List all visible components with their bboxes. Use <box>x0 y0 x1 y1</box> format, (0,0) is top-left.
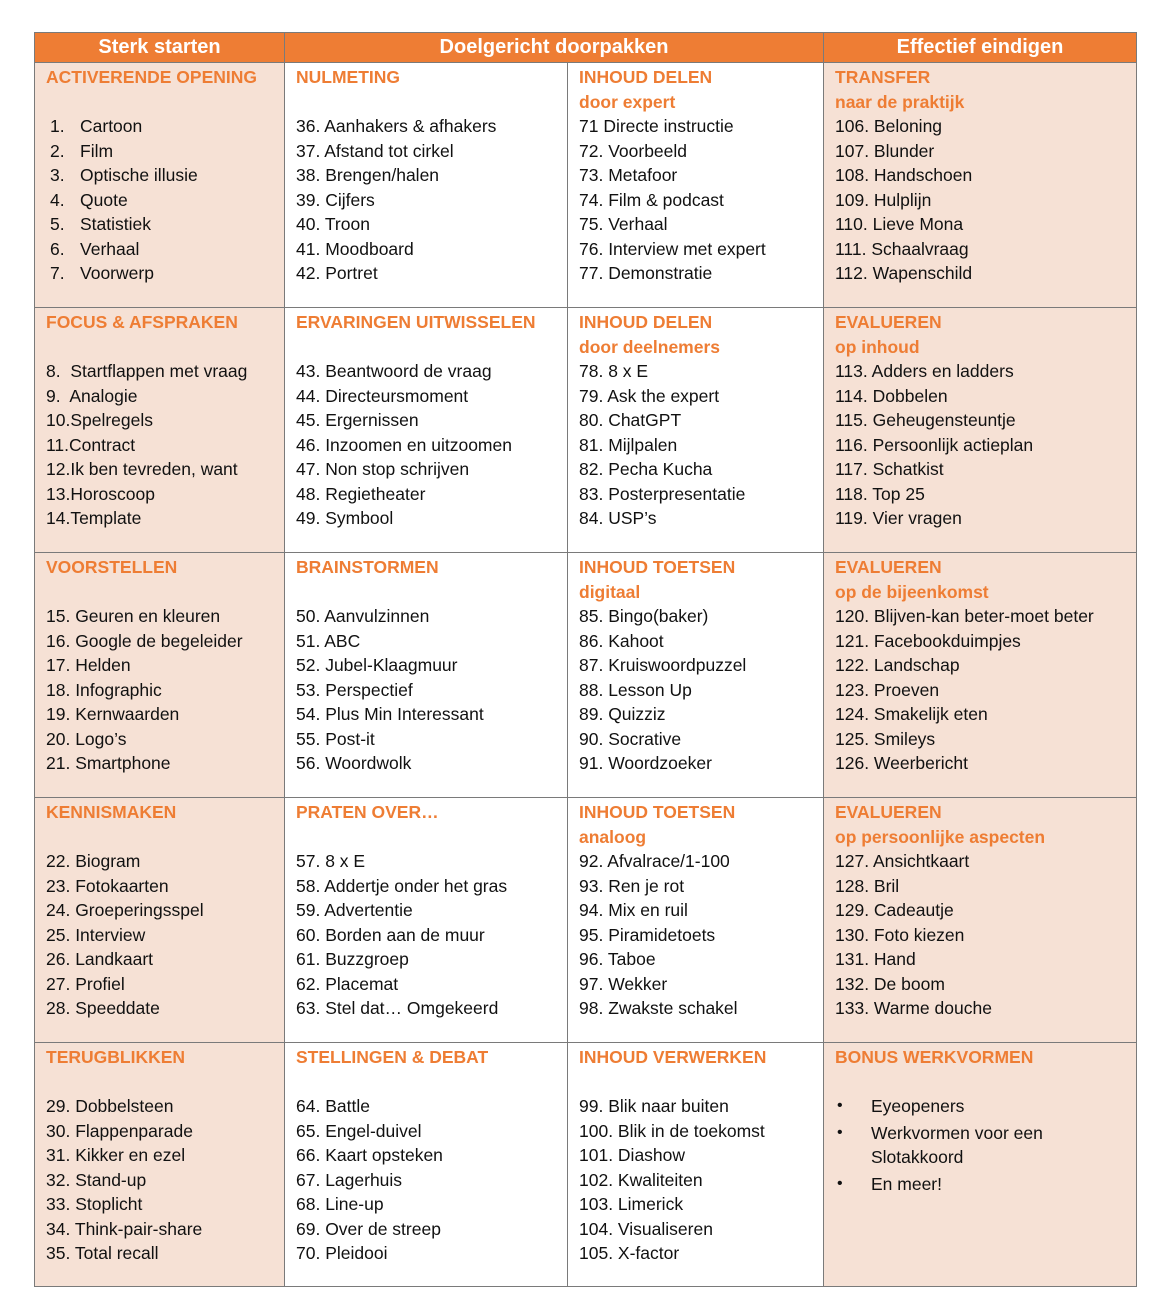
list-item: 96. Taboe <box>579 949 656 969</box>
list-item: 46. Inzoomen en uitzoomen <box>296 434 512 455</box>
list-item: 107. Blunder <box>835 140 935 161</box>
list-item: 131. Hand <box>835 949 916 969</box>
list-item: 29. Dobbelsteen <box>46 1096 174 1116</box>
list-item-label: Optische illusie <box>80 165 198 185</box>
bonus-list <box>835 1094 1130 1196</box>
list-item: 108. Handschoen <box>835 165 973 185</box>
list-item: 87. Kruiswoordpuzzel <box>579 655 747 675</box>
category-title: ERVARINGEN UITWISSELEN <box>296 312 536 332</box>
category-title: INHOUD DELEN <box>579 312 713 332</box>
list-item-label: Verhaal <box>80 238 140 259</box>
list-item: 75. Verhaal <box>579 214 668 234</box>
list-item: 77. Demonstratie <box>579 263 713 283</box>
list-item: 43. Beantwoord de vraag <box>296 361 492 381</box>
list-item: 51. ABC <box>296 630 361 651</box>
category-title: EVALUEREN <box>835 557 942 577</box>
list-item: 121. Facebookduimpjes <box>835 630 1021 651</box>
category-title: PRATEN OVER… <box>296 802 439 822</box>
category-cell <box>568 553 824 798</box>
list-item: 39. Cijfers <box>296 189 375 210</box>
category-title: BONUS WERKVORMEN <box>835 1047 1034 1067</box>
category-cell <box>35 308 285 553</box>
list-item: 102. Kwaliteiten <box>579 1169 703 1190</box>
list-item: 56. Woordwolk <box>296 753 412 773</box>
category-subtitle <box>296 1070 561 1095</box>
list-item: 58. Addertje onder het gras <box>296 875 508 896</box>
item-number: 1. <box>50 116 65 136</box>
list-item: 79. Ask the expert <box>579 385 720 406</box>
list-item: 117. Schatkist <box>835 459 944 479</box>
category-subtitle <box>46 1070 278 1095</box>
list-item: 16. Google de begeleider <box>46 630 243 651</box>
list-item: 98. Zwakste schakel <box>579 998 738 1018</box>
category-cell <box>285 63 568 308</box>
category-cell <box>568 63 824 308</box>
category-subtitle: op persoonlijke aspecten <box>835 826 1046 847</box>
list-item-label: Quote <box>80 189 128 210</box>
list-item <box>837 1094 1130 1119</box>
list-item: 50. Aanvulzinnen <box>296 606 430 626</box>
list-item: 15. Geuren en kleuren <box>46 606 221 626</box>
list-item: 126. Weerbericht <box>835 753 968 773</box>
list-item: 103. Limerick <box>579 1194 684 1214</box>
list-item: 47. Non stop schrijven <box>296 459 470 479</box>
list-item-label: Werkvormen voor een Slotakkoord <box>871 1122 1043 1167</box>
list-item: 22. Biogram <box>46 851 141 871</box>
category-subtitle <box>579 1070 817 1095</box>
list-item: 123. Proeven <box>835 679 940 700</box>
werkvorm-list <box>46 604 278 776</box>
list-item: 112. Wapenschild <box>835 263 973 283</box>
bullet-icon: • <box>837 1097 843 1114</box>
category-subtitle <box>835 1070 1130 1095</box>
list-item: 13.Horoscoop <box>46 483 155 504</box>
list-item: 89. Quizziz <box>579 704 666 724</box>
list-item: 78. 8 x E <box>579 361 649 381</box>
list-item: 62. Placemat <box>296 973 399 994</box>
category-title: INHOUD TOETSEN <box>579 557 736 577</box>
list-item: 35. Total recall <box>46 1243 159 1263</box>
list-item: 113. Adders en ladders <box>835 361 1014 381</box>
category-cell <box>824 553 1137 798</box>
list-item: 68. Line-up <box>296 1194 384 1214</box>
category-title: EVALUEREN <box>835 312 942 332</box>
item-number: 5. <box>50 214 65 234</box>
list-item <box>46 163 278 188</box>
category-cell <box>568 1043 824 1287</box>
werkvorm-list <box>835 604 1130 776</box>
table-row <box>35 63 1137 308</box>
category-title: VOORSTELLEN <box>46 557 178 577</box>
category-title: NULMETING <box>296 67 401 87</box>
list-item: 32. Stand-up <box>46 1169 147 1190</box>
list-item: 49. Symbool <box>296 508 394 528</box>
list-item: 54. Plus Min Interessant <box>296 704 484 724</box>
category-subtitle: door deelnemers <box>579 336 721 357</box>
list-item: 10.Spelregels <box>46 410 154 430</box>
category-cell <box>285 308 568 553</box>
list-item: 124. Smakelijk eten <box>835 704 988 724</box>
list-item: 27. Profiel <box>46 973 125 994</box>
list-item: 53. Perspectief <box>296 679 413 700</box>
list-item: 133. Warme douche <box>835 998 992 1018</box>
list-item <box>46 212 278 237</box>
list-item: 73. Metafoor <box>579 165 678 185</box>
list-item: 132. De boom <box>835 973 945 994</box>
category-title: INHOUD VERWERKEN <box>579 1047 767 1067</box>
list-item: 105. X-factor <box>579 1243 680 1263</box>
list-item: 128. Bril <box>835 875 900 896</box>
list-item: 55. Post-it <box>296 728 375 749</box>
category-title: STELLINGEN & DEBAT <box>296 1047 489 1067</box>
werkvormen-grid <box>34 32 1137 1287</box>
item-number: 2. <box>50 140 65 161</box>
list-item: 110. Lieve Mona <box>835 214 964 234</box>
category-title: TRANSFER <box>835 67 931 87</box>
werkvorm-list <box>835 114 1130 286</box>
werkvorm-list <box>296 359 561 531</box>
list-item: 104. Visualiseren <box>579 1218 713 1239</box>
category-subtitle <box>296 580 561 605</box>
list-item: 59. Advertentie <box>296 900 413 920</box>
list-item: 116. Persoonlijk actieplan <box>835 434 1034 455</box>
list-item: 20. Logo’s <box>46 728 127 749</box>
list-item: 83. Posterpresentatie <box>579 483 746 504</box>
werkvorm-list <box>579 114 817 286</box>
list-item: 120. Blijven-kan beter-moet beter <box>835 606 1094 626</box>
list-item: 84. USP’s <box>579 508 657 528</box>
list-item: 97. Wekker <box>579 973 668 994</box>
column-header: Sterk starten <box>35 33 285 63</box>
column-header: Effectief eindigen <box>824 33 1137 63</box>
list-item: 86. Kahoot <box>579 630 664 651</box>
list-item: 64. Battle <box>296 1096 370 1116</box>
list-item: 114. Dobbelen <box>835 385 948 406</box>
werkvorm-list <box>46 359 278 531</box>
category-cell <box>824 798 1137 1043</box>
category-title: TERUGBLIKKEN <box>46 1047 186 1067</box>
category-cell <box>285 798 568 1043</box>
list-item: 125. Smileys <box>835 728 936 749</box>
list-item: 122. Landschap <box>835 655 960 675</box>
werkvorm-list <box>835 849 1130 1021</box>
werkvorm-list <box>579 1094 817 1266</box>
list-item: 42. Portret <box>296 263 378 283</box>
list-item <box>46 261 278 286</box>
list-item: 92. Afvalrace/1-100 <box>579 851 730 871</box>
list-item: 12.Ik ben tevreden, want <box>46 459 238 479</box>
item-number: 7. <box>50 263 65 283</box>
list-item: 28. Speeddate <box>46 998 160 1018</box>
category-cell <box>568 798 824 1043</box>
werkvormen-table <box>34 32 1136 1288</box>
list-item-label: Voorwerp <box>80 263 154 283</box>
list-item: 70. Pleidooi <box>296 1243 388 1263</box>
list-item <box>46 188 278 213</box>
list-item: 9. Analogie <box>46 385 138 406</box>
list-item: 115. Geheugensteuntje <box>835 410 1016 430</box>
item-number: 3. <box>50 165 65 185</box>
category-title: EVALUEREN <box>835 802 942 822</box>
category-cell <box>285 1043 568 1287</box>
list-item: 38. Brengen/halen <box>296 165 440 185</box>
header-row <box>35 33 1137 63</box>
list-item: 19. Kernwaarden <box>46 704 180 724</box>
category-title: INHOUD TOETSEN <box>579 802 736 822</box>
list-item: 8. Startflappen met vraag <box>46 361 248 381</box>
list-item: 91. Woordzoeker <box>579 753 712 773</box>
list-item: 127. Ansichtkaart <box>835 851 970 871</box>
list-item: 82. Pecha Kucha <box>579 459 713 479</box>
category-subtitle <box>296 90 561 115</box>
list-item: 101. Diashow <box>579 1145 686 1165</box>
list-item-label: En meer! <box>871 1173 942 1194</box>
werkvorm-list <box>46 849 278 1021</box>
list-item: 95. Piramidetoets <box>579 924 716 945</box>
list-item: 21. Smartphone <box>46 753 171 773</box>
category-subtitle: door expert <box>579 91 676 112</box>
werkvorm-list <box>46 114 278 286</box>
category-subtitle: op inhoud <box>835 336 920 357</box>
list-item: 30. Flappenparade <box>46 1120 193 1141</box>
list-item: 34. Think-pair-share <box>46 1218 203 1239</box>
table-row <box>35 798 1137 1043</box>
category-cell <box>285 553 568 798</box>
category-cell <box>35 63 285 308</box>
list-item: 118. Top 25 <box>835 483 925 504</box>
list-item: 90. Socrative <box>579 728 682 749</box>
list-item: 65. Engel-duivel <box>296 1120 422 1141</box>
category-subtitle <box>46 825 278 850</box>
list-item: 72. Voorbeeld <box>579 140 688 161</box>
list-item: 94. Mix en ruil <box>579 900 688 920</box>
list-item: 18. Infographic <box>46 679 162 700</box>
bullet-icon: • <box>837 1174 843 1192</box>
list-item: 88. Lesson Up <box>579 679 692 700</box>
category-cell <box>824 1043 1137 1287</box>
item-number: 6. <box>50 238 65 259</box>
list-item: 17. Helden <box>46 655 131 675</box>
list-item <box>837 1121 1130 1170</box>
list-item: 23. Fotokaarten <box>46 875 169 896</box>
werkvorm-list <box>579 849 817 1021</box>
list-item-label: Statistiek <box>80 214 151 234</box>
table-row <box>35 308 1137 553</box>
category-subtitle <box>46 335 278 360</box>
list-item: 74. Film & podcast <box>579 189 724 210</box>
list-item: 99. Blik naar buiten <box>579 1096 729 1116</box>
category-subtitle: digitaal <box>579 581 641 602</box>
category-subtitle: naar de praktijk <box>835 91 965 112</box>
category-subtitle: op de bijeenkomst <box>835 581 989 602</box>
category-cell <box>568 308 824 553</box>
list-item: 44. Directeursmoment <box>296 385 469 406</box>
category-title: BRAINSTORMEN <box>296 557 439 577</box>
werkvorm-list <box>296 849 561 1021</box>
list-item: 109. Hulplijn <box>835 189 932 210</box>
list-item <box>837 1172 1130 1197</box>
category-cell <box>824 63 1137 308</box>
list-item: 106. Beloning <box>835 116 943 136</box>
category-cell <box>35 1043 285 1287</box>
list-item: 33. Stoplicht <box>46 1194 143 1214</box>
list-item: 26. Landkaart <box>46 949 154 969</box>
list-item: 41. Moodboard <box>296 238 414 259</box>
list-item: 81. Mijlpalen <box>579 434 678 455</box>
list-item: 129. Cadeautje <box>835 900 954 920</box>
werkvorm-list <box>296 1094 561 1266</box>
werkvorm-list <box>835 359 1130 531</box>
list-item: 11.Contract <box>46 434 136 455</box>
list-item: 63. Stel dat… Omgekeerd <box>296 998 499 1018</box>
category-subtitle <box>46 580 278 605</box>
list-item: 85. Bingo(baker) <box>579 606 709 626</box>
item-number: 4. <box>50 189 65 210</box>
werkvorm-list <box>579 604 817 776</box>
list-item: 40. Troon <box>296 214 370 234</box>
table-row <box>35 1043 1137 1287</box>
list-item: 31. Kikker en ezel <box>46 1145 186 1165</box>
list-item: 130. Foto kiezen <box>835 924 965 945</box>
list-item: 69. Over de streep <box>296 1218 441 1239</box>
list-item: 57. 8 x E <box>296 851 366 871</box>
list-item: 14.Template <box>46 508 142 528</box>
column-header: Doelgericht doorpakken <box>285 33 824 63</box>
werkvorm-list <box>579 359 817 531</box>
werkvorm-list <box>296 604 561 776</box>
list-item: 67. Lagerhuis <box>296 1169 403 1190</box>
category-title: FOCUS & AFSPRAKEN <box>46 312 238 332</box>
list-item: 66. Kaart opsteken <box>296 1145 443 1165</box>
list-item-label: Eyeopeners <box>871 1096 965 1116</box>
list-item: 76. Interview met expert <box>579 238 766 259</box>
werkvorm-list <box>46 1094 278 1266</box>
list-item <box>46 139 278 164</box>
bullet-icon: • <box>837 1123 843 1141</box>
list-item-label: Film <box>80 140 114 161</box>
table-row <box>35 553 1137 798</box>
category-cell <box>35 798 285 1043</box>
category-subtitle <box>296 825 561 850</box>
list-item: 61. Buzzgroep <box>296 949 409 969</box>
category-subtitle: analoog <box>579 826 647 847</box>
list-item: 80. ChatGPT <box>579 410 682 430</box>
category-subtitle <box>46 90 278 115</box>
list-item: 24. Groeperingsspel <box>46 900 204 920</box>
category-cell <box>824 308 1137 553</box>
list-item: 100. Blik in de toekomst <box>579 1120 765 1141</box>
list-item: 52. Jubel-Klaagmuur <box>296 655 458 675</box>
list-item: 25. Interview <box>46 924 146 945</box>
werkvorm-list <box>296 114 561 286</box>
list-item: 93. Ren je rot <box>579 875 685 896</box>
category-subtitle <box>296 335 561 360</box>
category-cell <box>35 553 285 798</box>
list-item-label: Cartoon <box>80 116 143 136</box>
list-item <box>46 237 278 262</box>
list-item: 71 Directe instructie <box>579 116 734 136</box>
list-item: 111. Schaalvraag <box>835 238 969 259</box>
category-title: KENNISMAKEN <box>46 802 177 822</box>
list-item: 45. Ergernissen <box>296 410 419 430</box>
category-title: INHOUD DELEN <box>579 67 713 87</box>
list-item: 36. Aanhakers & afhakers <box>296 116 497 136</box>
list-item <box>46 114 278 139</box>
list-item: 48. Regietheater <box>296 483 426 504</box>
list-item: 60. Borden aan de muur <box>296 924 485 945</box>
list-item: 37. Afstand tot cirkel <box>296 140 454 161</box>
category-title: ACTIVERENDE OPENING <box>46 67 257 87</box>
list-item: 119. Vier vragen <box>835 508 962 528</box>
